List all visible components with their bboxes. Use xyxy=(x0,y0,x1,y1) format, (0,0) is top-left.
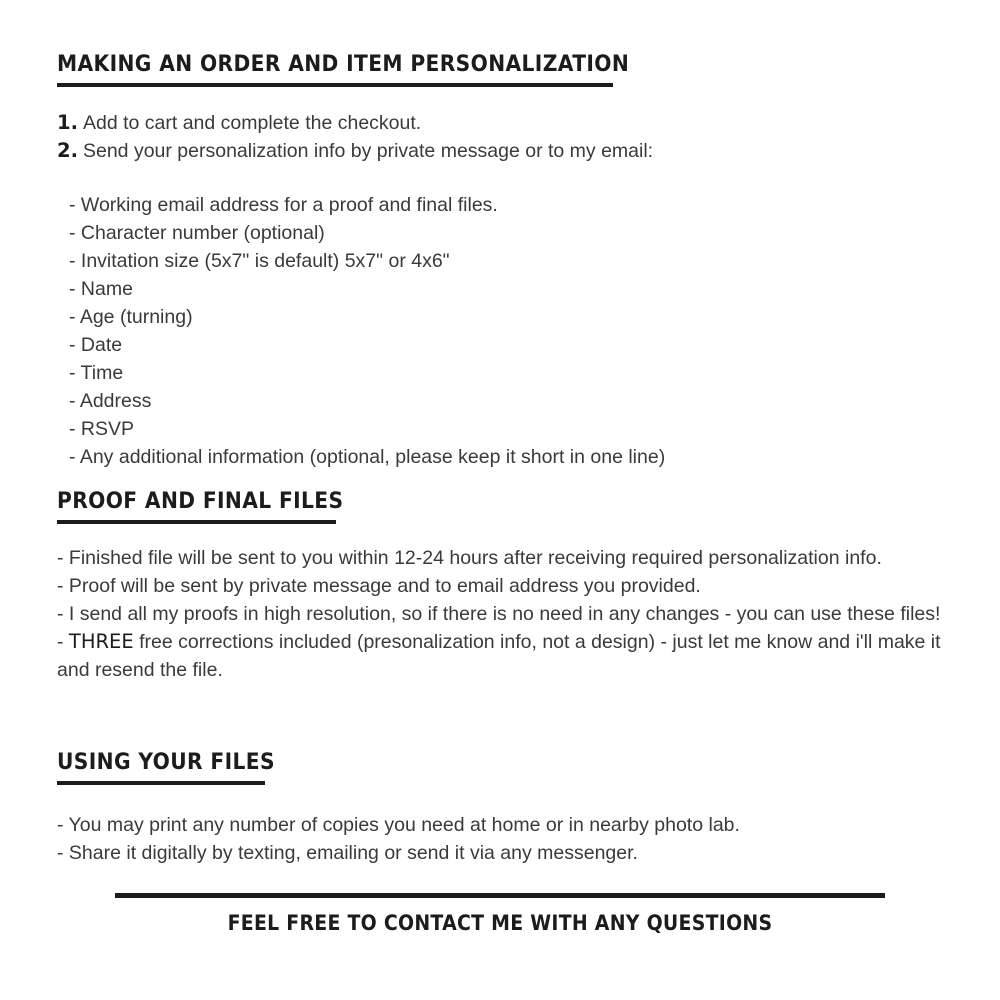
section-heading-using-your-files: USING YOUR FILES xyxy=(57,750,275,775)
list-item: - Working email address for a proof and final files. xyxy=(69,194,498,216)
footer-contact-text: FEEL FREE TO CONTACT ME WITH ANY QUESTIONS xyxy=(227,911,773,935)
list-item: - Proof will be sent by private message and to email address you provided. xyxy=(57,575,701,597)
section-2 xyxy=(57,489,943,524)
dash-prefix: - xyxy=(57,631,69,653)
proof-and-final-files-list xyxy=(57,544,943,684)
emphasis-three: THREE xyxy=(68,630,134,653)
list-marker: 1. xyxy=(57,111,78,134)
list-item: - Finished file will be sent to you within 12-24 hours after receiving required personalization info. xyxy=(57,547,882,569)
ordered-list-item xyxy=(57,109,943,137)
spacer xyxy=(57,684,943,750)
top-spacer xyxy=(57,0,943,52)
list-item: - Any additional information (optional, please keep it short in one line) xyxy=(69,446,666,468)
list-item: - Date xyxy=(69,334,123,356)
list-item: - RSVP xyxy=(69,418,135,440)
list-item-text: Send your personalization info by private message or to my email: xyxy=(82,140,654,162)
list-item: - Time xyxy=(69,362,124,384)
footer xyxy=(0,893,1000,935)
section-3 xyxy=(57,750,943,785)
list-item: - Address xyxy=(69,390,152,412)
list-item: - You may print any number of copies you need at home or in nearby photo lab. xyxy=(57,814,740,836)
list-marker: 2. xyxy=(57,139,78,162)
spacer xyxy=(57,785,943,811)
list-item: - Age (turning) xyxy=(69,306,193,328)
spacer xyxy=(57,87,943,109)
list-item: - Invitation size (5x7" is default) 5x7" or 4x6" xyxy=(69,250,450,272)
ordered-list-steps xyxy=(57,109,943,165)
list-item: - Character number (optional) xyxy=(69,222,325,244)
spacer xyxy=(57,524,943,544)
section-heading-proof-and-final-files: PROOF AND FINAL FILES xyxy=(57,489,344,514)
using-your-files-list xyxy=(57,811,943,867)
list-item-text: free corrections included (presonalization info, not a design) - just let me know and i'll make it and resend the file. xyxy=(57,631,941,681)
footer-rule xyxy=(115,893,885,898)
section-heading-making-an-order: MAKING AN ORDER AND ITEM PERSONALIZATION xyxy=(57,52,630,77)
spacer xyxy=(57,165,943,191)
section-1 xyxy=(57,52,943,87)
list-item: - Name xyxy=(69,278,133,300)
personalization-info-list xyxy=(57,191,943,471)
list-item: - Share it digitally by texting, emailing or send it via any messenger. xyxy=(57,842,638,864)
ordered-list-item xyxy=(57,137,943,165)
spacer xyxy=(57,471,943,489)
list-item: - I send all my proofs in high resolution, so if there is no need in any changes - you can use these files! xyxy=(57,603,941,625)
list-item-text: Add to cart and complete the checkout. xyxy=(82,112,422,134)
list-item-three-corrections xyxy=(57,628,943,684)
